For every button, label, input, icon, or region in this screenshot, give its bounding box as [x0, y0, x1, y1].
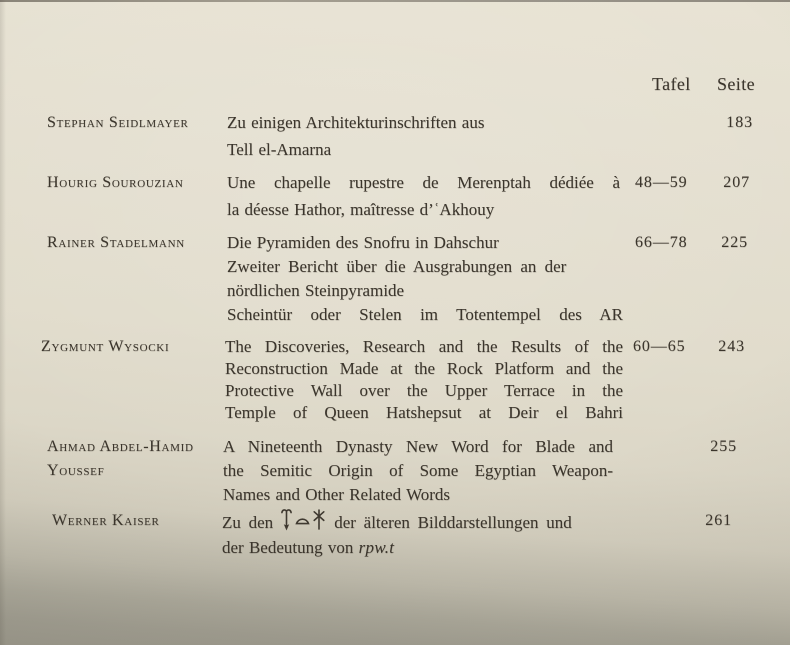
title-text: Zu den	[222, 513, 274, 532]
title-line: Tell el-Amarna	[227, 140, 332, 159]
title-line	[222, 535, 618, 560]
author-line: Hourig Sourouzian	[47, 174, 184, 191]
title-line	[222, 508, 618, 535]
title-line: The Discoveries, Research and the Results of the	[225, 337, 623, 356]
title-line: Protective Wall over the Upper Terrace in the	[225, 381, 623, 400]
author-name	[41, 336, 169, 358]
title-line: the Semitic Origin of Some Egyptian Weapon-	[223, 461, 613, 480]
seite-number: 255	[710, 438, 737, 455]
hieroglyph-bread-loaf-t-icon	[295, 515, 310, 525]
title-line: la déesse Hathor, maîtresse d’ʿAkhouy	[227, 200, 495, 219]
title-line: nördlichen Steinpyramide	[227, 281, 405, 300]
article-title	[222, 508, 618, 560]
title-line: Reconstruction Made at the Rock Platform and the	[225, 359, 623, 378]
article-title	[227, 231, 623, 327]
title-line: Scheintür oder Stelen im Totentempel des AR	[227, 305, 623, 324]
title-line: Names and Other Related Words	[223, 485, 451, 504]
seite-number: 183	[726, 114, 753, 131]
article-title	[223, 435, 613, 507]
article-title	[227, 169, 620, 223]
title-line: A Nineteenth Dynasty New Word for Blade and	[223, 437, 613, 456]
title-line: Temple of Queen Hatshepsut at Deir el Bahri	[225, 403, 623, 422]
author-name	[52, 508, 160, 533]
author-line: Zygmunt Wysocki	[41, 338, 170, 355]
article-title	[225, 336, 623, 424]
seite-number: 261	[705, 512, 732, 529]
seite-number: 225	[721, 234, 748, 251]
column-header-seite: Seite	[717, 74, 755, 94]
tafel-number: 48—59	[635, 174, 688, 191]
seite-number: 243	[718, 338, 745, 355]
article-title	[227, 109, 620, 163]
title-line: Die Pyramiden des Snofru in Dahschur	[227, 233, 499, 252]
hieroglyph-crossed-staff-icon	[312, 508, 326, 530]
title-line: Zu einigen Architekturinschriften aus	[227, 113, 485, 132]
title-line: Une chapelle rupestre de Merenptah dédiée à	[227, 173, 620, 192]
column-header-tafel: Tafel	[652, 74, 691, 94]
author-name	[47, 231, 185, 255]
transliteration-term: rpw.t	[358, 538, 395, 557]
title-text: der älteren Bilddarstellungen und	[334, 513, 572, 532]
title-text: der Bedeutung von	[222, 538, 354, 557]
photo-top-edge	[0, 0, 790, 2]
author-name	[47, 169, 184, 196]
author-name	[47, 435, 194, 483]
tafel-number: 66—78	[635, 234, 688, 251]
author-name	[47, 109, 189, 136]
title-line: Zweiter Bericht über die Ausgrabungen an der	[227, 257, 567, 276]
author-line: Stephan Seidlmayer	[47, 114, 189, 131]
hieroglyph-group	[280, 508, 326, 535]
author-line: Ahmad Abdel-Hamid	[47, 438, 194, 455]
seite-number: 207	[723, 174, 750, 191]
photo-left-shadow	[0, 0, 6, 645]
author-line: Rainer Stadelmann	[47, 234, 185, 251]
hieroglyph-forked-staff-down-icon	[280, 508, 293, 531]
author-line: Youssef	[47, 462, 105, 479]
author-line: Werner Kaiser	[52, 512, 160, 529]
tafel-number: 60—65	[633, 338, 686, 355]
